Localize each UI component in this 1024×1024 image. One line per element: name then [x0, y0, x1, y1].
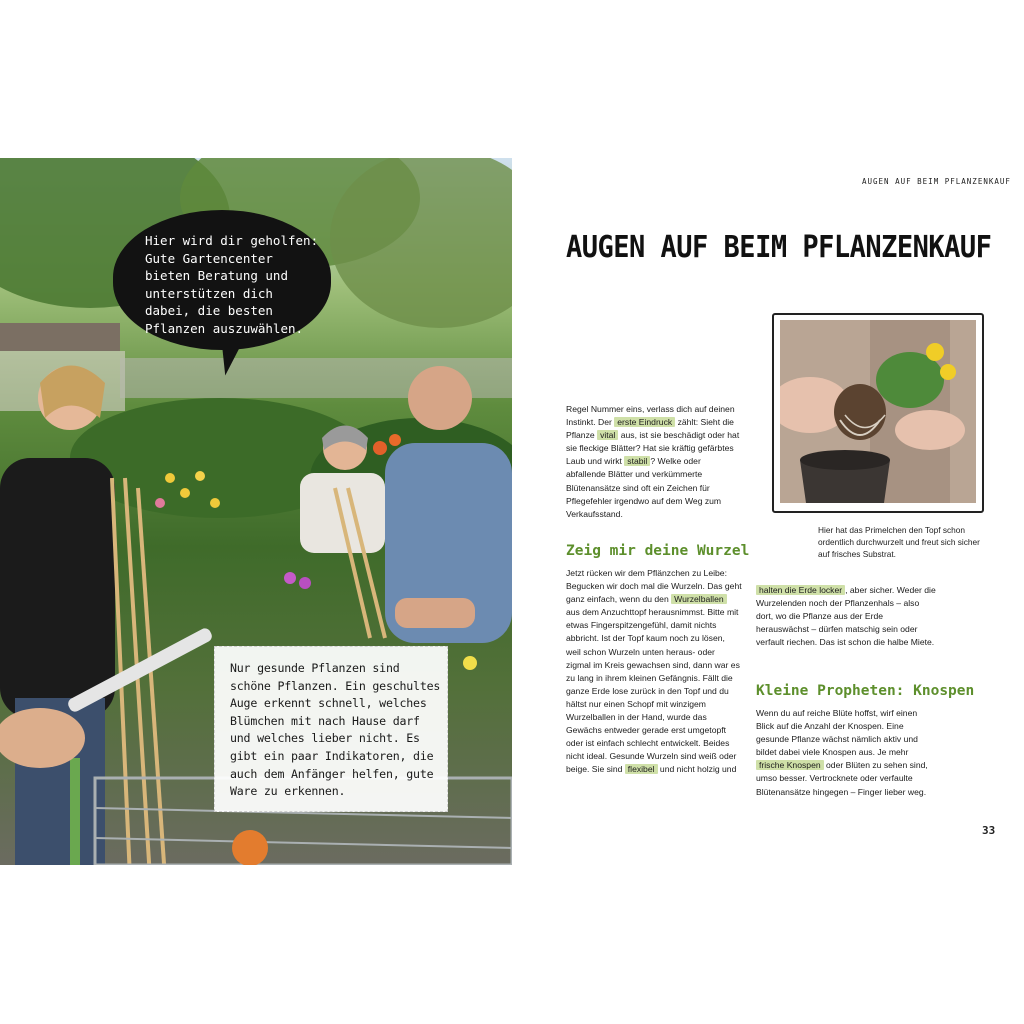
highlight-vital: vital [597, 430, 618, 440]
knospen-text-1: Wenn du auf reiche Blüte hoffst, wirf einen Blick auf die Anzahl der Knospen. Eine gesunde Pflanze wächst nämlich aktiv und bildet dabei viele Knospen aus. Je mehr [756, 708, 918, 758]
garden-center-photo [0, 158, 512, 865]
highlight-frische-knospen: frische Knospen [756, 760, 824, 770]
wurzel-text-2: aus dem Anzuchttopf herausnimmst. Bitte mit etwas Fingerspitzengefühl, damit nichts abbricht. Ist der Topf kaum noch zu lösen, weil schon Wurzeln unten heraus- oder zigmal im Kreis gewachsen sind, dann war es zu lang in ihrem kleinen Gefängnis. Fällt die ganze Erde lose zurück in den Topf und du hältst nur einen Schopf mit winzigem Wurzelballen in der Hand, wurde das Gewächs entweder gerade erst umgetopft oder ist einfach schlecht entwickelt. Beides nicht ideal. Gesunde Wurzeln sind weiß oder beige. Sie sind [566, 607, 740, 775]
wurzel-text-4: , aber sicher. Weder die Wurzelenden noch der Pflanzenhals – also dort, wo die Pflanze aus der Erde herauswächst – dürfen matschig sein oder verfault riechen. Das ist schon die halbe Miete. [756, 585, 936, 648]
wurzel-text-1: Jetzt rücken wir dem Pflänzchen zu Leibe: Begucken wir doch mal die Wurzeln. Das geht ganz einfach, wenn du den [566, 568, 742, 605]
section-knospen-text [756, 707, 936, 799]
intro-text-3: aus, ist sie beschädigt oder hat sie fleckige Blätter? Hat sie kräftig gefärbtes Laub und wirkt [566, 430, 740, 467]
section-wurzel-text-right [756, 584, 936, 649]
highlight-flexibel: flexibel [625, 764, 658, 774]
running-head: AUGEN AUF BEIM PFLANZENKAUF [862, 177, 1011, 186]
intro-text-1: Regel Nummer eins, verlass dich auf deinen Instinkt. Der [566, 404, 735, 428]
section-heading-knospen: Kleine Propheten: Knospen [756, 683, 975, 699]
section-heading-wurzel: Zeig mir deine Wurzel [566, 543, 750, 559]
highlight-wurzelballen: Wurzelballen [671, 594, 727, 604]
info-note-text: Nur gesunde Pflanzen sind schöne Pflanzen. Ein geschultes Auge erkennt schnell, welches Blümchen mit nach Hause darf und welches lieber nicht. Es gibt ein paar Indikatoren, die auch dem Anfänger helfen, gute Ware zu erkennen. [230, 661, 441, 799]
column-left [566, 403, 742, 521]
knospen-text-2: oder Blüten zu sehen sind, umso besser. Vertrocknete oder verfaulte Blütenansätze hingegen – Finger lieber weg. [756, 760, 928, 797]
photo-caption: Hier hat das Primelchen den Topf schon ordentlich durchwurzelt und freut sich sicher auf frisches Substrat. [818, 525, 980, 559]
highlight-stabil: stabil [624, 456, 650, 466]
primrose-repotting-photo [780, 320, 976, 503]
highlight-erste-eindruck: erste Eindruck [614, 417, 675, 427]
highlight-halten-erde-locker: halten die Erde locker [756, 585, 845, 595]
speech-bubble-text: Hier wird dir geholfen: Gute Gartencenter bieten Beratung und unterstützen dich dabei, die besten Pflanzen auszuwählen. [145, 233, 319, 336]
primrose-scene-graphic [780, 320, 976, 503]
page-number: 33 [982, 824, 996, 837]
page-title: AUGEN AUF BEIM PFLANZENKAUF [566, 230, 992, 265]
section-wurzel-text-left [566, 567, 742, 777]
intro-text-4: ? Welke oder abfallende Blätter und verkümmerte Blütenansätze sind oft ein Zeichen für Pflegefehler irgendwo auf dem Weg zum Verkaufsstand. [566, 456, 722, 519]
wurzel-text-3: und nicht holzig und [657, 764, 737, 775]
intro-text-2: zählt: Sieht die Pflanze [566, 417, 734, 441]
